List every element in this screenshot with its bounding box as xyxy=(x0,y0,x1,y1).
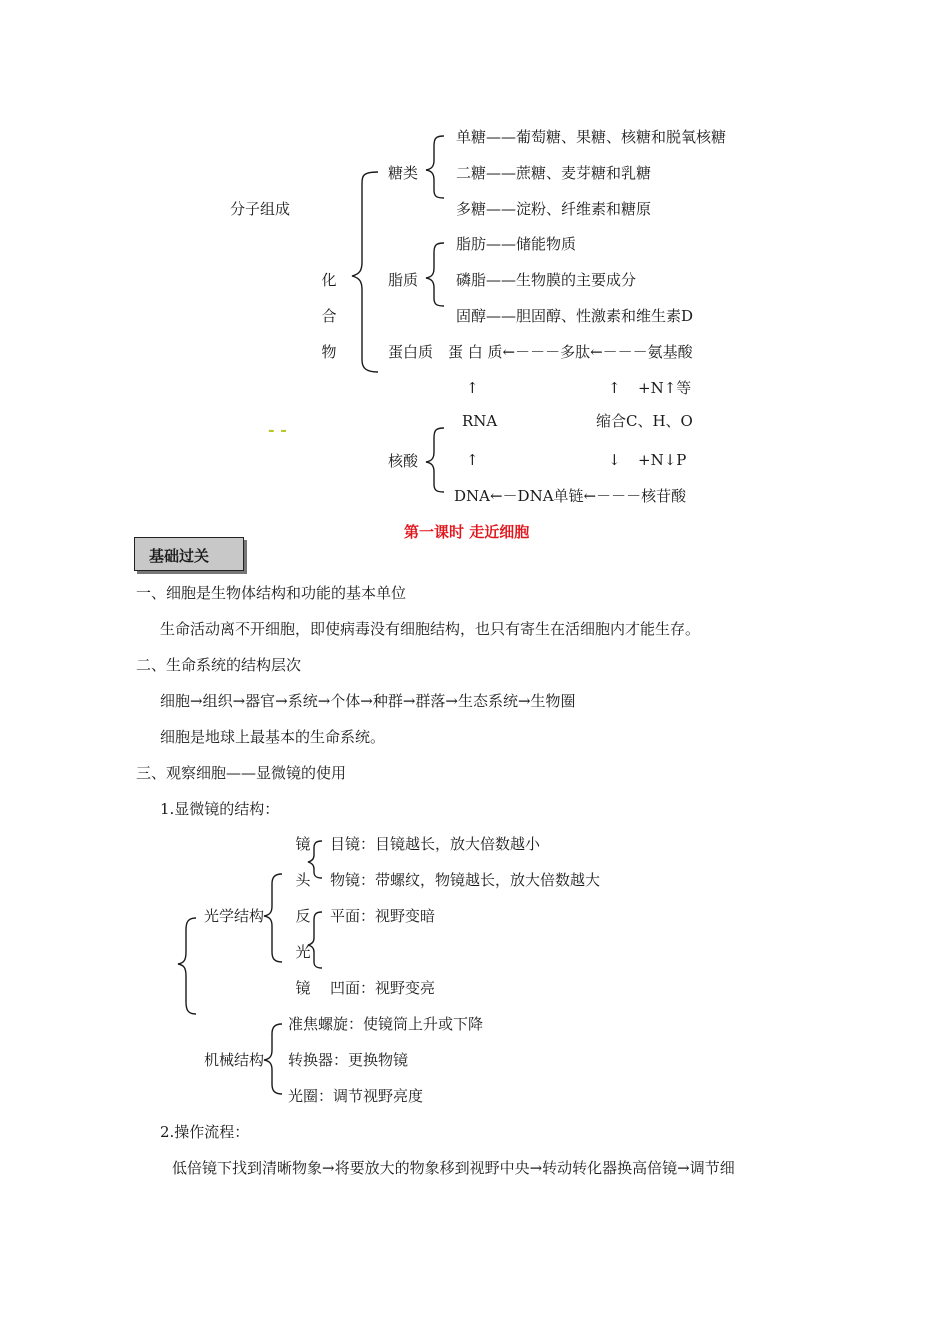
tree-root-label: 分子组成 xyxy=(230,200,291,218)
paragraph-1: 生命活动离不开细胞，即使病毒没有细胞结构，也只有寄生在活细胞内才能生存。 xyxy=(160,620,701,638)
compound-char-1: 化 xyxy=(321,271,337,289)
optical-brace xyxy=(264,874,282,962)
subheading-2: 2.操作流程： xyxy=(160,1123,250,1141)
rna-label: RNA xyxy=(462,412,498,430)
lens-char-1: 镜 xyxy=(295,835,311,853)
compound-char-2: 合 xyxy=(321,307,337,325)
mirror-char-1: 反 xyxy=(295,907,311,925)
arrow-up-rna: ↑ xyxy=(466,379,479,397)
lens-char-2: 头 xyxy=(295,871,311,889)
compound-char-3: 物 xyxy=(321,343,337,361)
converter-text: 转换器：更换物镜 xyxy=(288,1051,409,1069)
paragraph-2: 细胞→组织→器官→系统→个体→种群→群落→生态系统→生物圈 xyxy=(160,692,576,710)
lens-brace xyxy=(308,841,322,878)
concave-mirror-text: 凹面：视野变亮 xyxy=(330,979,436,997)
mechanical-structure-label: 机械结构 xyxy=(204,1051,265,1069)
dna-chain: DNA←－DNA单链←－－－核苷酸 xyxy=(454,487,687,505)
sugar-label: 糖类 xyxy=(388,164,419,182)
arrow-down-nucleotide: ↓ xyxy=(608,451,621,469)
lipid-item-fat: 脂肪——储能物质 xyxy=(456,235,577,253)
arrow-up-amino: ↑ xyxy=(608,379,621,397)
plus-n-p-label: +N↓P xyxy=(638,451,687,469)
eyepiece-text: 目镜：目镜越长，放大倍数越小 xyxy=(330,835,541,853)
heading-2: 二、生命系统的结构层次 xyxy=(136,656,302,674)
focus-knob-text: 准焦螺旋：使镜筒上升或下降 xyxy=(288,1015,484,1033)
mirror-char-3: 镜 xyxy=(295,979,311,997)
sugar-item-di: 二糖——蔗糖、麦芽糖和乳糖 xyxy=(456,164,652,182)
microscope-brace xyxy=(178,918,196,1014)
sugar-item-mono: 单糖——葡萄糖、果糖、核糖和脱氧核糖 xyxy=(456,128,727,146)
plus-n-up-label: +N↑等 xyxy=(638,379,692,397)
aperture-text: 光圈：调节视野亮度 xyxy=(288,1087,424,1105)
flat-mirror-text: 平面：视野变暗 xyxy=(330,907,436,925)
mirror-brace xyxy=(308,912,322,968)
paragraph-3: 细胞是地球上最基本的生命系统。 xyxy=(160,728,386,746)
lipid-item-sterol: 固醇——胆固醇、性激素和维生素D xyxy=(456,307,694,325)
objective-text: 物镜：带螺纹，物镜越长，放大倍数越大 xyxy=(330,871,601,889)
lipid-item-phospholipid: 磷脂——生物膜的主要成分 xyxy=(456,271,637,289)
condense-label: 缩合C、H、O xyxy=(596,412,693,430)
decorative-dots: - - xyxy=(268,420,287,439)
subheading-1: 1.显微镜的结构： xyxy=(160,800,280,818)
nucleic-label: 核酸 xyxy=(388,452,419,470)
heading-1: 一、细胞是生物体结构和功能的基本单位 xyxy=(136,584,407,602)
paragraph-4: 低倍镜下找到清晰物象→将要放大的物象移到视野中央→转动转化器换高倍镜→调节细 xyxy=(172,1159,735,1177)
basic-tag-label: 基础过关 xyxy=(149,547,210,565)
sugar-item-poly: 多糖——淀粉、纤维素和糖原 xyxy=(456,200,652,218)
arrow-up-dna: ↑ xyxy=(466,451,479,469)
optical-structure-label: 光学结构 xyxy=(204,907,265,925)
protein-chain: 蛋 白 质←－－－多肽←－－－氨基酸 xyxy=(448,343,693,361)
heading-3: 三、观察细胞——显微镜的使用 xyxy=(136,764,347,782)
mechanical-brace xyxy=(264,1024,282,1094)
mirror-char-2: 光 xyxy=(295,943,311,961)
section-title: 第一课时 走近细胞 xyxy=(404,523,530,541)
protein-label: 蛋白质 xyxy=(388,343,434,361)
lipid-label: 脂质 xyxy=(388,271,419,289)
